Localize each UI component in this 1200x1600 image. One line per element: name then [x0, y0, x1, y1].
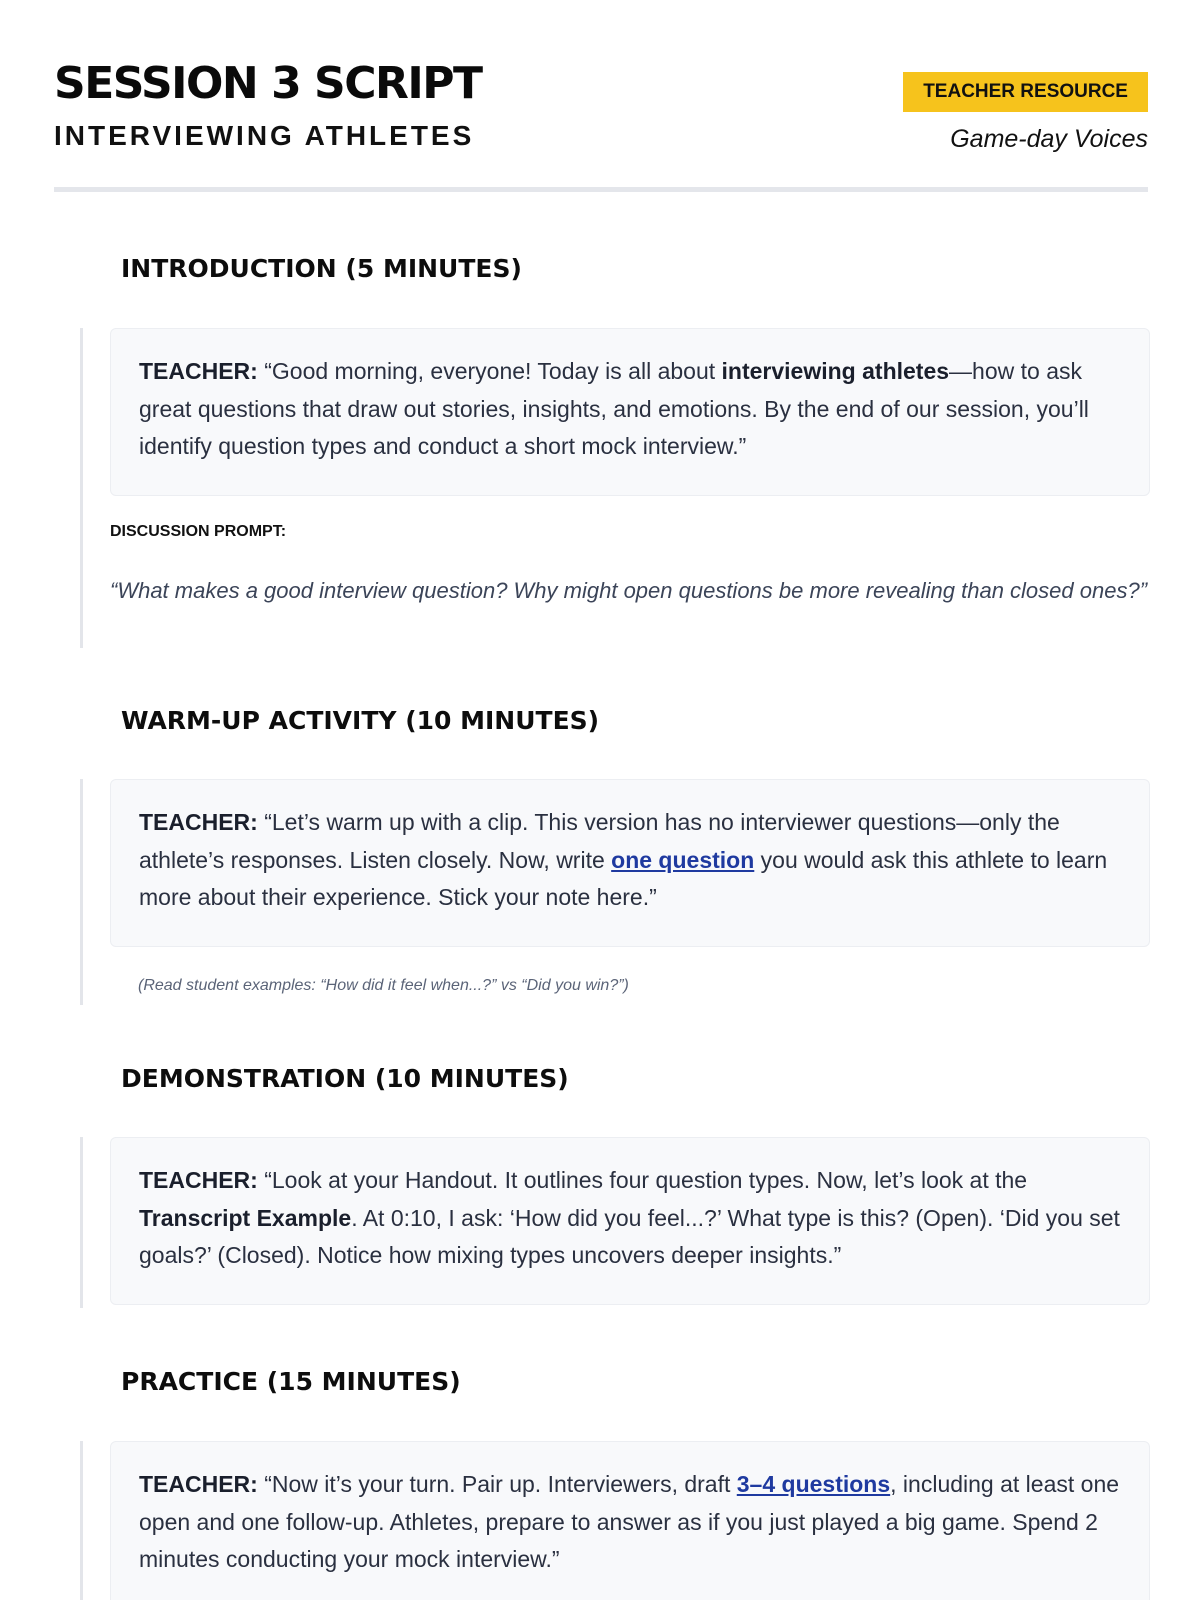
script-text: . At 0:10, I ask: ‘How did you feel...?’ What type is this? (Open). ‘Did you set goals?’ (Closed). Notice how mixing types uncovers deeper insights.”	[139, 1204, 1120, 1268]
section-warmup	[54, 700, 1148, 1005]
speaker-label: TEACHER:	[139, 1167, 258, 1193]
brand-name: Game-day Voices	[950, 125, 1148, 153]
section-body	[80, 1441, 1151, 1600]
three-four-questions-link[interactable]: 3–4 questions	[736, 1471, 891, 1497]
section-heading: INTRODUCTION (5 MINUTES)	[121, 254, 522, 283]
script-text: “Look at your Handout. It outlines four question types. Now, let’s look at the	[264, 1167, 1028, 1193]
section-body	[80, 328, 1151, 648]
section-practice	[54, 1361, 1148, 1600]
page-title: SESSION 3 SCRIPT	[54, 58, 482, 109]
teacher-resource-badge: TEACHER RESOURCE	[903, 72, 1148, 112]
teacher-note: (Read student examples: “How did it feel when...?” vs “Did you win?”)	[138, 977, 629, 994]
section-demonstration	[54, 1058, 1148, 1308]
teacher-script-box	[110, 779, 1150, 947]
header-divider	[54, 187, 1148, 192]
section-introduction	[54, 248, 1148, 648]
section-body	[80, 779, 1151, 1005]
teacher-script-box	[110, 1441, 1150, 1600]
script-text: “Good morning, everyone! Today is all about	[264, 358, 722, 384]
section-heading: PRACTICE (15 MINUTES)	[121, 1367, 461, 1396]
discussion-prompt-text: “What makes a good interview question? Why might open questions be more revealing than closed ones?”	[110, 578, 1148, 603]
teacher-script-box	[110, 1137, 1150, 1305]
document-header	[54, 56, 1148, 196]
script-text: “Let’s warm up with a clip. This version has no interviewer questions—only the athlete’s responses. Listen closely. Now, write	[139, 809, 1060, 873]
page-subtitle: INTERVIEWING ATHLETES	[54, 120, 475, 151]
section-heading: DEMONSTRATION (10 MINUTES)	[121, 1064, 569, 1093]
section-heading: WARM-UP ACTIVITY (10 MINUTES)	[121, 706, 600, 735]
speaker-label: TEACHER:	[139, 809, 258, 835]
speaker-label: TEACHER:	[139, 1471, 258, 1497]
script-emphasis: Transcript Example	[139, 1204, 352, 1231]
teacher-script-box	[110, 328, 1150, 496]
discussion-prompt-label: DISCUSSION PROMPT:	[110, 523, 287, 540]
section-body	[80, 1137, 1151, 1308]
script-emphasis: interviewing athletes	[721, 358, 950, 384]
script-text: , including at least one open and one follow-up. Athletes, prepare to answer as if you just played a big game. Spend 2 minutes conducting your mock interview.”	[139, 1471, 1120, 1572]
one-question-link[interactable]: one question	[611, 846, 755, 873]
script-text: —how to ask great questions that draw out stories, insights, and emotions. By the end of our session, you’ll identify question types and conduct a short mock interview.”	[139, 358, 1089, 459]
script-text: “Now it’s your turn. Pair up. Interviewers, draft	[264, 1471, 737, 1497]
script-text: you would ask this athlete to learn more about their experience. Stick your note here.”	[139, 846, 1108, 910]
speaker-label: TEACHER:	[139, 358, 258, 384]
